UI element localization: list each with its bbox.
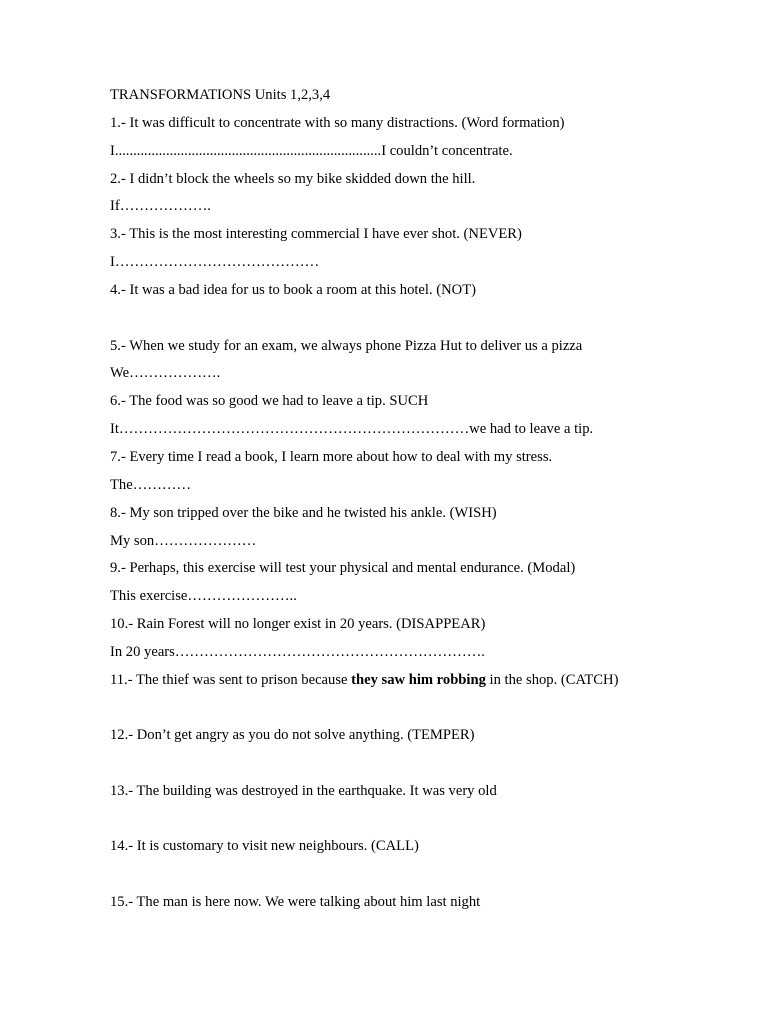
question-6: 6.- The food was so good we had to leave a tip. SUCH bbox=[110, 393, 429, 409]
question-11-bold: they saw him robbing bbox=[351, 672, 486, 688]
question-9: 9.- Perhaps, this exercise will test your physical and mental endurance. (Modal) bbox=[110, 560, 576, 576]
question-5: 5.- When we study for an exam, we always phone Pizza Hut to deliver us a pizza bbox=[110, 338, 583, 354]
answer-line-10: In 20 years………………………………………………………. bbox=[110, 644, 485, 660]
question-4: 4.- It was a bad idea for us to book a room at this hotel. (NOT) bbox=[110, 282, 476, 298]
question-11-after: in the shop. (CATCH) bbox=[485, 672, 619, 688]
document-title: TRANSFORMATIONS Units 1,2,3,4 bbox=[110, 87, 331, 103]
question-15: 15.- The man is here now. We were talking about him last night bbox=[110, 894, 481, 910]
question-1: 1.- It was difficult to concentrate with so many distractions. (Word formation) bbox=[110, 115, 565, 131]
question-8: 8.- My son tripped over the bike and he twisted his ankle. (WISH) bbox=[110, 505, 497, 521]
answer-line-3: I…………………………………… bbox=[110, 254, 320, 270]
answer-line-7: The………… bbox=[110, 477, 192, 493]
question-3: 3.- This is the most interesting commercial I have ever shot. (NEVER) bbox=[110, 226, 522, 242]
question-11 bbox=[110, 671, 618, 689]
answer-line-1: I.........................................................................I couldn’t concentrate. bbox=[110, 143, 513, 159]
answer-line-8: My son………………… bbox=[110, 533, 257, 549]
question-7: 7.- Every time I read a book, I learn more about how to deal with my stress. bbox=[110, 449, 553, 465]
answer-line-9: This exercise………………….. bbox=[110, 588, 297, 604]
question-12: 12.- Don’t get angry as you do not solve anything. (TEMPER) bbox=[110, 727, 475, 743]
answer-line-2: If………………. bbox=[110, 198, 211, 214]
question-11-before: 11.- The thief was sent to prison because bbox=[110, 672, 352, 688]
question-13: 13.- The building was destroyed in the earthquake. It was very old bbox=[110, 783, 497, 799]
question-2: 2.- I didn’t block the wheels so my bike skidded down the hill. bbox=[110, 171, 476, 187]
question-14: 14.- It is customary to visit new neighbours. (CALL) bbox=[110, 838, 419, 854]
answer-line-6: It………………………………………………………………we had to leave a tip. bbox=[110, 421, 594, 437]
answer-line-5: We………………. bbox=[110, 365, 221, 381]
question-10: 10.- Rain Forest will no longer exist in 20 years. (DISAPPEAR) bbox=[110, 616, 486, 632]
